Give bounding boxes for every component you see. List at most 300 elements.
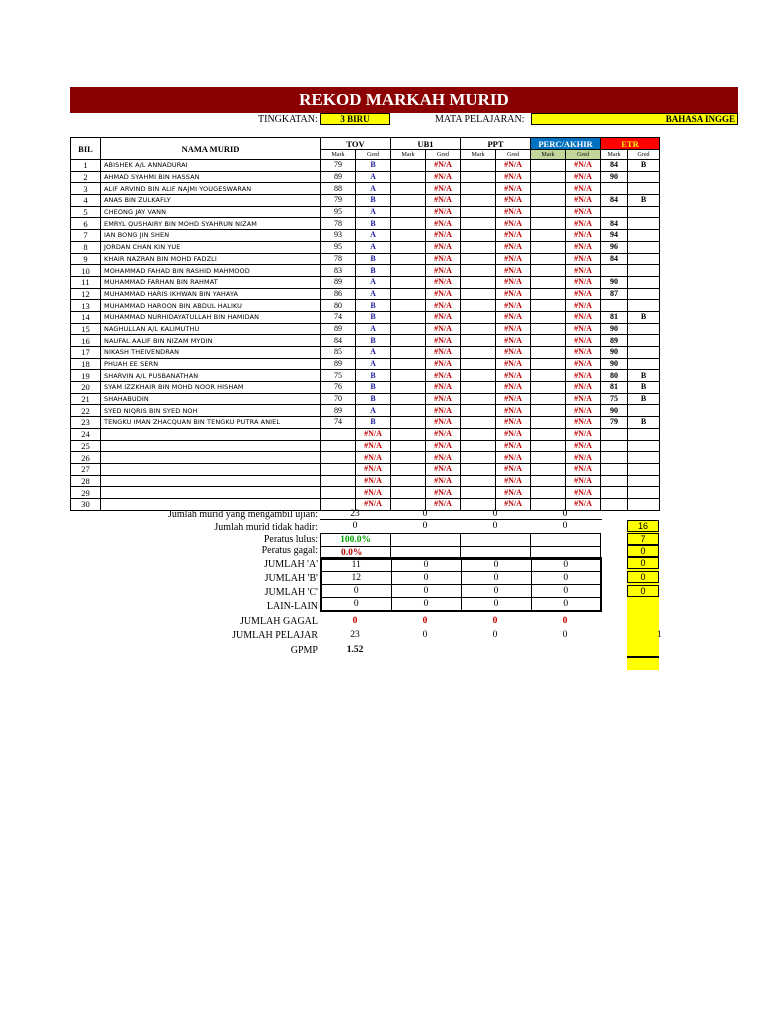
tov-grade[interactable]: A	[356, 276, 391, 288]
perc-grade[interactable]: #N/A	[566, 452, 601, 464]
etr-mark[interactable]	[601, 463, 628, 475]
ubi-grade[interactable]: #N/A	[426, 160, 461, 172]
perc-grade[interactable]: #N/A	[566, 253, 601, 265]
ppt-mark[interactable]	[461, 241, 496, 253]
ubi-mark[interactable]	[391, 300, 426, 312]
etr-mark[interactable]	[601, 206, 628, 218]
ubi-mark[interactable]	[391, 393, 426, 405]
perc-grade[interactable]: #N/A	[566, 288, 601, 300]
student-no[interactable]: 2	[71, 171, 101, 183]
etr-mark[interactable]	[601, 498, 628, 510]
etr-grade[interactable]	[628, 358, 660, 370]
student-no[interactable]: 7	[71, 230, 101, 242]
etr-grade[interactable]	[628, 218, 660, 230]
ppt-grade[interactable]: #N/A	[496, 253, 531, 265]
student-name[interactable]: AHMAD SYAHMI BIN HASSAN	[101, 171, 321, 183]
etr-grade[interactable]	[628, 253, 660, 265]
etr-mark[interactable]: 84	[601, 195, 628, 207]
ubi-mark[interactable]	[391, 230, 426, 242]
ubi-grade[interactable]: #N/A	[426, 241, 461, 253]
student-no[interactable]: 4	[71, 195, 101, 207]
student-name[interactable]: ABISHEK A/L ANNADURAI	[101, 160, 321, 172]
etr-mark[interactable]: 90	[601, 347, 628, 359]
ubi-mark[interactable]	[391, 288, 426, 300]
perc-grade[interactable]: #N/A	[566, 335, 601, 347]
perc-mark[interactable]	[531, 241, 566, 253]
etr-grade[interactable]	[628, 335, 660, 347]
student-no[interactable]: 21	[71, 393, 101, 405]
tov-mark[interactable]: 74	[321, 417, 356, 429]
student-no[interactable]: 24	[71, 428, 101, 440]
perc-mark[interactable]	[531, 183, 566, 195]
student-name[interactable]: EMRYL QUSHAIRY BIN MOHD SYAHRUN NIZAM	[101, 218, 321, 230]
ubi-grade[interactable]: #N/A	[426, 452, 461, 464]
ppt-mark[interactable]	[461, 463, 496, 475]
ppt-grade[interactable]: #N/A	[496, 393, 531, 405]
etr-grade[interactable]	[628, 463, 660, 475]
perc-grade[interactable]: #N/A	[566, 160, 601, 172]
etr-mark[interactable]: 94	[601, 230, 628, 242]
perc-mark[interactable]	[531, 311, 566, 323]
etr-mark[interactable]: 89	[601, 335, 628, 347]
ppt-mark[interactable]	[461, 230, 496, 242]
perc-mark[interactable]	[531, 335, 566, 347]
perc-grade[interactable]: #N/A	[566, 265, 601, 277]
tov-mark[interactable]: 80	[321, 300, 356, 312]
ubi-grade[interactable]: #N/A	[426, 311, 461, 323]
ubi-grade[interactable]: #N/A	[426, 347, 461, 359]
student-name[interactable]	[101, 428, 321, 440]
etr-mark[interactable]: 90	[601, 323, 628, 335]
tov-mark[interactable]: 95	[321, 206, 356, 218]
ubi-grade[interactable]: #N/A	[426, 358, 461, 370]
etr-grade[interactable]	[628, 475, 660, 487]
student-no[interactable]: 6	[71, 218, 101, 230]
ubi-mark[interactable]	[391, 265, 426, 277]
ubi-mark[interactable]	[391, 370, 426, 382]
ubi-grade[interactable]: #N/A	[426, 487, 461, 499]
ubi-mark[interactable]	[391, 218, 426, 230]
ubi-mark[interactable]	[391, 405, 426, 417]
student-name[interactable]: MUHAMMAD NURHIDAYATULLAH BIN HAMIDAN	[101, 311, 321, 323]
etr-mark[interactable]: 84	[601, 160, 628, 172]
tov-mark[interactable]: 84	[321, 335, 356, 347]
ubi-grade[interactable]: #N/A	[426, 475, 461, 487]
student-name[interactable]: NIKASH THEIVENDRAN	[101, 347, 321, 359]
tov-grade[interactable]: A	[356, 358, 391, 370]
etr-mark[interactable]: 81	[601, 311, 628, 323]
perc-mark[interactable]	[531, 440, 566, 452]
etr-grade[interactable]	[628, 265, 660, 277]
ubi-grade[interactable]: #N/A	[426, 230, 461, 242]
tov-mark[interactable]: 83	[321, 265, 356, 277]
student-no[interactable]: 8	[71, 241, 101, 253]
tov-grade[interactable]: B	[356, 335, 391, 347]
student-no[interactable]: 9	[71, 253, 101, 265]
perc-mark[interactable]	[531, 487, 566, 499]
student-name[interactable]: PHUAH EE SERN	[101, 358, 321, 370]
ppt-grade[interactable]: #N/A	[496, 347, 531, 359]
student-name[interactable]: SYED NIQRIS BIN SYED NOH	[101, 405, 321, 417]
perc-mark[interactable]	[531, 206, 566, 218]
perc-mark[interactable]	[531, 195, 566, 207]
ubi-grade[interactable]: #N/A	[426, 288, 461, 300]
ppt-mark[interactable]	[461, 183, 496, 195]
perc-mark[interactable]	[531, 265, 566, 277]
ubi-mark[interactable]	[391, 358, 426, 370]
tov-grade[interactable]: B	[356, 300, 391, 312]
etr-mark[interactable]: 80	[601, 370, 628, 382]
student-name[interactable]: SHARVIN A/L PUSBANATHAN	[101, 370, 321, 382]
perc-mark[interactable]	[531, 218, 566, 230]
tov-grade[interactable]: A	[356, 347, 391, 359]
ubi-grade[interactable]: #N/A	[426, 393, 461, 405]
student-name[interactable]: JORDAN CHAN KIN YUE	[101, 241, 321, 253]
perc-mark[interactable]	[531, 452, 566, 464]
ppt-mark[interactable]	[461, 428, 496, 440]
etr-mark[interactable]	[601, 183, 628, 195]
ubi-grade[interactable]: #N/A	[426, 265, 461, 277]
perc-mark[interactable]	[531, 393, 566, 405]
perc-grade[interactable]: #N/A	[566, 475, 601, 487]
ppt-grade[interactable]: #N/A	[496, 498, 531, 510]
ppt-grade[interactable]: #N/A	[496, 195, 531, 207]
tov-mark[interactable]: 86	[321, 288, 356, 300]
ppt-mark[interactable]	[461, 265, 496, 277]
perc-grade[interactable]: #N/A	[566, 230, 601, 242]
perc-grade[interactable]: #N/A	[566, 241, 601, 253]
etr-mark[interactable]: 84	[601, 218, 628, 230]
ubi-mark[interactable]	[391, 440, 426, 452]
perc-mark[interactable]	[531, 276, 566, 288]
tov-grade[interactable]: #N/A	[356, 452, 391, 464]
tov-mark[interactable]: 89	[321, 171, 356, 183]
tov-grade[interactable]: B	[356, 382, 391, 394]
etr-mark[interactable]: 87	[601, 288, 628, 300]
ppt-grade[interactable]: #N/A	[496, 382, 531, 394]
ppt-grade[interactable]: #N/A	[496, 288, 531, 300]
ubi-mark[interactable]	[391, 206, 426, 218]
ubi-grade[interactable]: #N/A	[426, 253, 461, 265]
etr-grade[interactable]: B	[628, 311, 660, 323]
ppt-mark[interactable]	[461, 452, 496, 464]
student-no[interactable]: 22	[71, 405, 101, 417]
etr-grade[interactable]	[628, 171, 660, 183]
ppt-grade[interactable]: #N/A	[496, 311, 531, 323]
perc-mark[interactable]	[531, 253, 566, 265]
etr-mark[interactable]: 96	[601, 241, 628, 253]
etr-grade[interactable]: B	[628, 195, 660, 207]
student-no[interactable]: 23	[71, 417, 101, 429]
student-name[interactable]: IAN BONG JIN SHEN	[101, 230, 321, 242]
etr-grade[interactable]	[628, 276, 660, 288]
tov-mark[interactable]: 78	[321, 253, 356, 265]
tov-mark[interactable]: 79	[321, 195, 356, 207]
perc-mark[interactable]	[531, 475, 566, 487]
ppt-mark[interactable]	[461, 405, 496, 417]
ppt-grade[interactable]: #N/A	[496, 171, 531, 183]
perc-grade[interactable]: #N/A	[566, 195, 601, 207]
tov-mark[interactable]: 78	[321, 218, 356, 230]
student-name[interactable]	[101, 440, 321, 452]
ubi-grade[interactable]: #N/A	[426, 323, 461, 335]
student-no[interactable]: 1	[71, 160, 101, 172]
perc-grade[interactable]: #N/A	[566, 405, 601, 417]
ppt-grade[interactable]: #N/A	[496, 335, 531, 347]
etr-grade[interactable]	[628, 428, 660, 440]
tov-mark[interactable]	[321, 452, 356, 464]
perc-grade[interactable]: #N/A	[566, 276, 601, 288]
etr-grade[interactable]: B	[628, 160, 660, 172]
ubi-mark[interactable]	[391, 428, 426, 440]
ubi-mark[interactable]	[391, 160, 426, 172]
student-name[interactable]: TENGKU IMAN ZHACQUAN BIN TENGKU PUTRA ANIEL	[101, 417, 321, 429]
ppt-grade[interactable]: #N/A	[496, 475, 531, 487]
tov-grade[interactable]: A	[356, 405, 391, 417]
student-name[interactable]: ALIF ARVIND BIN ALIF NAJMI YOUGESWARAN	[101, 183, 321, 195]
ubi-grade[interactable]: #N/A	[426, 440, 461, 452]
subject-value[interactable]: BAHASA INGGE	[531, 113, 738, 125]
etr-grade[interactable]	[628, 206, 660, 218]
ubi-grade[interactable]: #N/A	[426, 171, 461, 183]
perc-grade[interactable]: #N/A	[566, 358, 601, 370]
etr-grade[interactable]	[628, 288, 660, 300]
perc-mark[interactable]	[531, 463, 566, 475]
student-name[interactable]: MUHAMMAD FARHAN BIN RAHMAT	[101, 276, 321, 288]
tov-mark[interactable]: 93	[321, 230, 356, 242]
ppt-grade[interactable]: #N/A	[496, 206, 531, 218]
etr-grade[interactable]	[628, 347, 660, 359]
ubi-mark[interactable]	[391, 452, 426, 464]
tov-grade[interactable]: B	[356, 311, 391, 323]
ppt-grade[interactable]: #N/A	[496, 358, 531, 370]
ubi-mark[interactable]	[391, 195, 426, 207]
ppt-mark[interactable]	[461, 358, 496, 370]
tov-grade[interactable]: #N/A	[356, 428, 391, 440]
student-name[interactable]: KHAIR NAZRAN BIN MOHD FADZLI	[101, 253, 321, 265]
student-name[interactable]: SYAM IZZKHAIR BIN MOHD NOOR HISHAM	[101, 382, 321, 394]
tov-grade[interactable]: A	[356, 323, 391, 335]
tov-mark[interactable]: 85	[321, 347, 356, 359]
ppt-mark[interactable]	[461, 206, 496, 218]
tov-grade[interactable]: A	[356, 241, 391, 253]
tov-grade[interactable]: #N/A	[356, 440, 391, 452]
ppt-grade[interactable]: #N/A	[496, 417, 531, 429]
student-no[interactable]: 28	[71, 475, 101, 487]
perc-grade[interactable]: #N/A	[566, 428, 601, 440]
perc-grade[interactable]: #N/A	[566, 311, 601, 323]
tov-grade[interactable]: B	[356, 265, 391, 277]
ppt-mark[interactable]	[461, 393, 496, 405]
student-name[interactable]: MUHAMMAD HARIS IKHWAN BIN YAHAYA	[101, 288, 321, 300]
student-name[interactable]: NAGHULLAN A/L KALIMUTHU	[101, 323, 321, 335]
perc-mark[interactable]	[531, 300, 566, 312]
student-no[interactable]: 13	[71, 300, 101, 312]
etr-mark[interactable]: 90	[601, 276, 628, 288]
tov-mark[interactable]: 75	[321, 370, 356, 382]
tov-grade[interactable]: #N/A	[356, 475, 391, 487]
ppt-mark[interactable]	[461, 253, 496, 265]
ppt-mark[interactable]	[461, 218, 496, 230]
etr-grade[interactable]	[628, 440, 660, 452]
student-no[interactable]: 14	[71, 311, 101, 323]
ubi-grade[interactable]: #N/A	[426, 335, 461, 347]
perc-mark[interactable]	[531, 358, 566, 370]
ubi-grade[interactable]: #N/A	[426, 218, 461, 230]
tov-mark[interactable]: 76	[321, 382, 356, 394]
student-no[interactable]: 19	[71, 370, 101, 382]
tov-grade[interactable]: A	[356, 288, 391, 300]
tov-mark[interactable]	[321, 487, 356, 499]
ppt-grade[interactable]: #N/A	[496, 265, 531, 277]
student-no[interactable]: 15	[71, 323, 101, 335]
tov-mark[interactable]: 88	[321, 183, 356, 195]
ppt-mark[interactable]	[461, 288, 496, 300]
perc-grade[interactable]: #N/A	[566, 206, 601, 218]
perc-mark[interactable]	[531, 417, 566, 429]
ppt-mark[interactable]	[461, 311, 496, 323]
perc-mark[interactable]	[531, 171, 566, 183]
ubi-mark[interactable]	[391, 475, 426, 487]
tov-grade[interactable]: A	[356, 171, 391, 183]
ppt-mark[interactable]	[461, 475, 496, 487]
ppt-grade[interactable]: #N/A	[496, 218, 531, 230]
etr-mark[interactable]	[601, 300, 628, 312]
ubi-mark[interactable]	[391, 253, 426, 265]
ubi-grade[interactable]: #N/A	[426, 195, 461, 207]
student-name[interactable]	[101, 463, 321, 475]
ppt-mark[interactable]	[461, 347, 496, 359]
perc-mark[interactable]	[531, 230, 566, 242]
tov-mark[interactable]	[321, 440, 356, 452]
etr-mark[interactable]	[601, 475, 628, 487]
perc-mark[interactable]	[531, 160, 566, 172]
etr-grade[interactable]: B	[628, 393, 660, 405]
ubi-mark[interactable]	[391, 241, 426, 253]
tov-grade[interactable]: B	[356, 160, 391, 172]
ppt-mark[interactable]	[461, 300, 496, 312]
tov-grade[interactable]: A	[356, 230, 391, 242]
ppt-mark[interactable]	[461, 382, 496, 394]
etr-mark[interactable]	[601, 265, 628, 277]
etr-mark[interactable]: 75	[601, 393, 628, 405]
student-name[interactable]: NAUFAL AALIF BIN NIZAM MYDIN	[101, 335, 321, 347]
tov-mark[interactable]: 95	[321, 241, 356, 253]
ppt-grade[interactable]: #N/A	[496, 323, 531, 335]
perc-mark[interactable]	[531, 288, 566, 300]
perc-mark[interactable]	[531, 405, 566, 417]
ubi-mark[interactable]	[391, 323, 426, 335]
tov-mark[interactable]: 70	[321, 393, 356, 405]
tov-grade[interactable]: A	[356, 183, 391, 195]
tov-grade[interactable]: #N/A	[356, 463, 391, 475]
perc-grade[interactable]: #N/A	[566, 440, 601, 452]
student-no[interactable]: 20	[71, 382, 101, 394]
etr-mark[interactable]: 79	[601, 417, 628, 429]
student-no[interactable]: 26	[71, 452, 101, 464]
tov-mark[interactable]: 89	[321, 358, 356, 370]
ppt-grade[interactable]: #N/A	[496, 440, 531, 452]
ubi-grade[interactable]: #N/A	[426, 183, 461, 195]
ppt-grade[interactable]: #N/A	[496, 300, 531, 312]
perc-grade[interactable]: #N/A	[566, 183, 601, 195]
student-name[interactable]	[101, 475, 321, 487]
etr-grade[interactable]	[628, 241, 660, 253]
ubi-grade[interactable]: #N/A	[426, 463, 461, 475]
ubi-grade[interactable]: #N/A	[426, 405, 461, 417]
perc-mark[interactable]	[531, 382, 566, 394]
etr-grade[interactable]	[628, 230, 660, 242]
ubi-grade[interactable]: #N/A	[426, 370, 461, 382]
ubi-grade[interactable]: #N/A	[426, 498, 461, 510]
perc-grade[interactable]: #N/A	[566, 370, 601, 382]
tov-mark[interactable]	[321, 475, 356, 487]
ubi-mark[interactable]	[391, 276, 426, 288]
tov-mark[interactable]	[321, 428, 356, 440]
perc-grade[interactable]: #N/A	[566, 347, 601, 359]
ubi-mark[interactable]	[391, 311, 426, 323]
ppt-mark[interactable]	[461, 370, 496, 382]
ubi-mark[interactable]	[391, 463, 426, 475]
ubi-mark[interactable]	[391, 183, 426, 195]
etr-grade[interactable]	[628, 487, 660, 499]
etr-grade[interactable]	[628, 452, 660, 464]
student-no[interactable]: 30	[71, 498, 101, 510]
ppt-grade[interactable]: #N/A	[496, 452, 531, 464]
ppt-mark[interactable]	[461, 195, 496, 207]
perc-grade[interactable]: #N/A	[566, 382, 601, 394]
tov-mark[interactable]: 89	[321, 276, 356, 288]
perc-grade[interactable]: #N/A	[566, 393, 601, 405]
ppt-mark[interactable]	[461, 323, 496, 335]
ubi-grade[interactable]: #N/A	[426, 300, 461, 312]
tov-grade[interactable]: B	[356, 370, 391, 382]
ubi-grade[interactable]: #N/A	[426, 417, 461, 429]
ppt-grade[interactable]: #N/A	[496, 487, 531, 499]
tov-mark[interactable]: 89	[321, 405, 356, 417]
etr-grade[interactable]	[628, 323, 660, 335]
perc-grade[interactable]: #N/A	[566, 417, 601, 429]
tingkatan-value[interactable]: 3 BIRU	[320, 113, 390, 125]
tov-mark[interactable]	[321, 463, 356, 475]
etr-mark[interactable]: 84	[601, 253, 628, 265]
perc-grade[interactable]: #N/A	[566, 323, 601, 335]
student-no[interactable]: 16	[71, 335, 101, 347]
student-no[interactable]: 5	[71, 206, 101, 218]
perc-mark[interactable]	[531, 347, 566, 359]
student-name[interactable]	[101, 452, 321, 464]
etr-grade[interactable]	[628, 498, 660, 510]
ppt-grade[interactable]: #N/A	[496, 230, 531, 242]
tov-grade[interactable]: B	[356, 195, 391, 207]
perc-mark[interactable]	[531, 370, 566, 382]
ubi-mark[interactable]	[391, 487, 426, 499]
ubi-grade[interactable]: #N/A	[426, 428, 461, 440]
tov-mark[interactable]: 79	[321, 160, 356, 172]
perc-grade[interactable]: #N/A	[566, 487, 601, 499]
ppt-mark[interactable]	[461, 276, 496, 288]
student-name[interactable]: CHEONG JAY VANN	[101, 206, 321, 218]
student-no[interactable]: 11	[71, 276, 101, 288]
etr-mark[interactable]: 90	[601, 405, 628, 417]
tov-grade[interactable]: B	[356, 417, 391, 429]
ppt-grade[interactable]: #N/A	[496, 463, 531, 475]
perc-mark[interactable]	[531, 323, 566, 335]
ppt-mark[interactable]	[461, 171, 496, 183]
etr-mark[interactable]	[601, 487, 628, 499]
student-no[interactable]: 18	[71, 358, 101, 370]
etr-grade[interactable]	[628, 405, 660, 417]
